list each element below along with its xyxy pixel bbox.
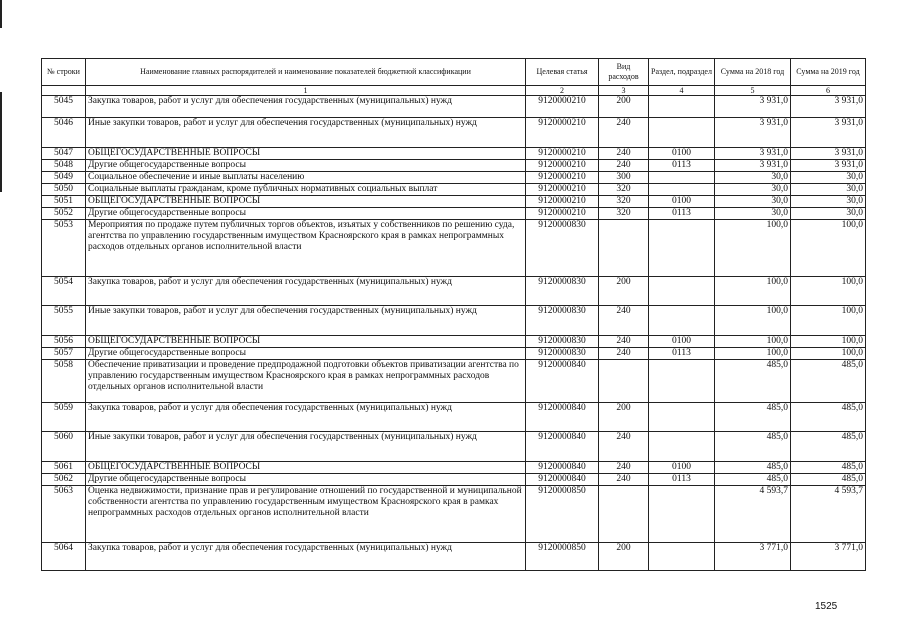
- row-sum-2018: 100,0: [715, 277, 791, 306]
- row-section: [649, 184, 715, 196]
- row-name: ОБЩЕГОСУДАРСТВЕННЫЕ ВОПРОСЫ: [86, 196, 526, 208]
- row-section: [649, 220, 715, 277]
- header-sum-2018: Сумма на 2018 год: [715, 59, 791, 86]
- row-sum-2018: 4 593,7: [715, 486, 791, 543]
- row-sum-2019: 485,0: [791, 432, 866, 462]
- row-sum-2019: 3 771,0: [791, 543, 866, 571]
- column-index: 6: [791, 86, 866, 96]
- row-section: 0100: [649, 196, 715, 208]
- row-expense-type: [599, 486, 649, 543]
- row-sum-2018: 485,0: [715, 474, 791, 486]
- row-target-article: 9120000850: [526, 543, 599, 571]
- row-sum-2018: 30,0: [715, 196, 791, 208]
- table-row: [42, 118, 866, 148]
- row-expense-type: [599, 360, 649, 403]
- table-row: [42, 160, 866, 172]
- row-target-article: 9120000210: [526, 118, 599, 148]
- row-sum-2018: 100,0: [715, 220, 791, 277]
- table-row: [42, 306, 866, 336]
- row-number: 5063: [42, 486, 86, 543]
- row-expense-type: 320: [599, 196, 649, 208]
- row-section: [649, 118, 715, 148]
- row-name: Социальное обеспечение и иные выплаты населению: [86, 172, 526, 184]
- row-sum-2018: 100,0: [715, 306, 791, 336]
- table-row: [42, 474, 866, 486]
- header-sum-2019: Сумма на 2019 год: [791, 59, 866, 86]
- row-target-article: 9120000210: [526, 160, 599, 172]
- row-expense-type: [599, 220, 649, 277]
- row-name: Оценка недвижимости, признание прав и регулирование отношений по государственной и муниципальной собственности агентства по управлению государственным имуществом Красноярского края в рамках непрограммных расходов отдельных органов исполнительной власти: [86, 486, 526, 543]
- row-section: [649, 403, 715, 432]
- row-sum-2019: 485,0: [791, 403, 866, 432]
- row-expense-type: 240: [599, 118, 649, 148]
- row-sum-2018: 100,0: [715, 336, 791, 348]
- row-number: 5064: [42, 543, 86, 571]
- row-section: [649, 486, 715, 543]
- column-index: 2: [526, 86, 599, 96]
- row-target-article: 9120000210: [526, 184, 599, 196]
- row-sum-2019: 30,0: [791, 208, 866, 220]
- row-section: 0113: [649, 208, 715, 220]
- table-row: [42, 208, 866, 220]
- row-target-article: 9120000840: [526, 403, 599, 432]
- row-sum-2018: 3 931,0: [715, 160, 791, 172]
- row-expense-type: 240: [599, 336, 649, 348]
- row-sum-2018: 100,0: [715, 348, 791, 360]
- row-number: 5049: [42, 172, 86, 184]
- row-number: 5050: [42, 184, 86, 196]
- row-name: ОБЩЕГОСУДАРСТВЕННЫЕ ВОПРОСЫ: [86, 462, 526, 474]
- row-name: Закупка товаров, работ и услуг для обеспечения государственных (муниципальных) нужд: [86, 277, 526, 306]
- row-sum-2018: 30,0: [715, 184, 791, 196]
- table-row: [42, 277, 866, 306]
- column-index: 1: [86, 86, 526, 96]
- row-expense-type: 240: [599, 348, 649, 360]
- row-section: [649, 277, 715, 306]
- row-sum-2019: 30,0: [791, 184, 866, 196]
- row-section: 0100: [649, 336, 715, 348]
- header-expense-type: Вид расходов: [599, 59, 649, 86]
- row-expense-type: 320: [599, 184, 649, 196]
- table-row: [42, 543, 866, 571]
- row-sum-2019: 100,0: [791, 348, 866, 360]
- row-section: [649, 543, 715, 571]
- row-target-article: 9120000840: [526, 474, 599, 486]
- row-sum-2019: 485,0: [791, 462, 866, 474]
- row-number: 5053: [42, 220, 86, 277]
- row-name: ОБЩЕГОСУДАРСТВЕННЫЕ ВОПРОСЫ: [86, 336, 526, 348]
- row-sum-2019: 3 931,0: [791, 118, 866, 148]
- row-number: 5062: [42, 474, 86, 486]
- row-sum-2019: 485,0: [791, 360, 866, 403]
- row-target-article: 9120000850: [526, 486, 599, 543]
- row-expense-type: 240: [599, 432, 649, 462]
- row-name: Мероприятия по продаже путем публичных торгов объектов, изъятых у собственников по решению суда, агентства по управлению государственным имуществом Красноярского края в рамках непрограммных расходов отдельных органов исполнительной власти: [86, 220, 526, 277]
- row-number: 5057: [42, 348, 86, 360]
- row-sum-2019: 100,0: [791, 220, 866, 277]
- row-sum-2019: 100,0: [791, 306, 866, 336]
- row-sum-2018: 3 931,0: [715, 118, 791, 148]
- row-number: 5046: [42, 118, 86, 148]
- row-sum-2019: 30,0: [791, 196, 866, 208]
- row-target-article: 9120000840: [526, 462, 599, 474]
- row-expense-type: 240: [599, 474, 649, 486]
- row-sum-2019: 3 931,0: [791, 148, 866, 160]
- row-section: [649, 172, 715, 184]
- header-row-number: № строки: [42, 59, 86, 86]
- column-index: [42, 86, 86, 96]
- row-number: 5047: [42, 148, 86, 160]
- row-target-article: 9120000840: [526, 360, 599, 403]
- row-sum-2018: 485,0: [715, 403, 791, 432]
- budget-table: [41, 58, 866, 571]
- row-sum-2019: 4 593,7: [791, 486, 866, 543]
- row-name: Обеспечение приватизации и проведение предпродажной подготовки объектов приватизации агентства по управлению государственным имуществом Красноярского края в рамках непрограммных расходов отдельных органов исполнительной власти: [86, 360, 526, 403]
- row-section: 0100: [649, 462, 715, 474]
- row-sum-2018: 3 771,0: [715, 543, 791, 571]
- row-expense-type: 200: [599, 403, 649, 432]
- row-sum-2018: 3 931,0: [715, 148, 791, 160]
- table-row: [42, 148, 866, 160]
- column-index-row: [42, 86, 866, 96]
- row-number: 5052: [42, 208, 86, 220]
- row-number: 5051: [42, 196, 86, 208]
- row-target-article: 9120000210: [526, 196, 599, 208]
- table-row: [42, 96, 866, 118]
- row-expense-type: 240: [599, 160, 649, 172]
- row-name: Закупка товаров, работ и услуг для обеспечения государственных (муниципальных) нужд: [86, 403, 526, 432]
- row-expense-type: 200: [599, 277, 649, 306]
- table-row: [42, 348, 866, 360]
- table-row: [42, 432, 866, 462]
- column-index: 5: [715, 86, 791, 96]
- row-name: Иные закупки товаров, работ и услуг для обеспечения государственных (муниципальных) нужд: [86, 306, 526, 336]
- row-number: 5056: [42, 336, 86, 348]
- header-target-article: Целевая статья: [526, 59, 599, 86]
- row-name: Другие общегосударственные вопросы: [86, 348, 526, 360]
- scan-edge-mark: [0, 0, 2, 28]
- row-name: Другие общегосударственные вопросы: [86, 160, 526, 172]
- column-index: 3: [599, 86, 649, 96]
- table-row: [42, 403, 866, 432]
- row-name: Другие общегосударственные вопросы: [86, 474, 526, 486]
- row-name: Иные закупки товаров, работ и услуг для обеспечения государственных (муниципальных) нужд: [86, 118, 526, 148]
- row-target-article: 9120000830: [526, 336, 599, 348]
- row-name: Закупка товаров, работ и услуг для обеспечения государственных (муниципальных) нужд: [86, 96, 526, 118]
- row-sum-2018: 30,0: [715, 208, 791, 220]
- row-sum-2019: 100,0: [791, 277, 866, 306]
- row-sum-2019: 3 931,0: [791, 160, 866, 172]
- row-section: [649, 96, 715, 118]
- table-row: [42, 184, 866, 196]
- row-sum-2018: 30,0: [715, 172, 791, 184]
- row-sum-2018: 485,0: [715, 432, 791, 462]
- row-expense-type: 200: [599, 543, 649, 571]
- row-name: Иные закупки товаров, работ и услуг для обеспечения государственных (муниципальных) нужд: [86, 432, 526, 462]
- row-section: [649, 360, 715, 403]
- row-section: [649, 306, 715, 336]
- table-header-row: [42, 59, 866, 86]
- row-expense-type: 320: [599, 208, 649, 220]
- row-number: 5060: [42, 432, 86, 462]
- row-target-article: 9120000830: [526, 220, 599, 277]
- row-name: Социальные выплаты гражданам, кроме публичных нормативных социальных выплат: [86, 184, 526, 196]
- row-number: 5045: [42, 96, 86, 118]
- table-row: [42, 172, 866, 184]
- table-row: [42, 196, 866, 208]
- row-number: 5061: [42, 462, 86, 474]
- row-sum-2019: 30,0: [791, 172, 866, 184]
- row-section: 0113: [649, 160, 715, 172]
- row-section: 0113: [649, 348, 715, 360]
- scan-edge-mark: [0, 92, 2, 192]
- row-number: 5058: [42, 360, 86, 403]
- row-target-article: 9120000830: [526, 277, 599, 306]
- row-target-article: 9120000840: [526, 432, 599, 462]
- row-target-article: 9120000210: [526, 96, 599, 118]
- row-expense-type: 240: [599, 306, 649, 336]
- row-expense-type: 200: [599, 96, 649, 118]
- row-section: [649, 432, 715, 462]
- table-row: [42, 486, 866, 543]
- row-number: 5054: [42, 277, 86, 306]
- header-section: Раздел, подраздел: [649, 59, 715, 86]
- row-target-article: 9120000210: [526, 172, 599, 184]
- row-expense-type: 240: [599, 462, 649, 474]
- row-number: 5048: [42, 160, 86, 172]
- column-index: 4: [649, 86, 715, 96]
- row-sum-2019: 3 931,0: [791, 96, 866, 118]
- page-number: 1525: [815, 601, 838, 612]
- row-name: Другие общегосударственные вопросы: [86, 208, 526, 220]
- row-sum-2019: 100,0: [791, 336, 866, 348]
- row-section: 0100: [649, 148, 715, 160]
- table-row: [42, 360, 866, 403]
- row-sum-2018: 485,0: [715, 360, 791, 403]
- row-number: 5055: [42, 306, 86, 336]
- row-sum-2018: 3 931,0: [715, 96, 791, 118]
- row-name: ОБЩЕГОСУДАРСТВЕННЫЕ ВОПРОСЫ: [86, 148, 526, 160]
- row-expense-type: 300: [599, 172, 649, 184]
- row-section: 0113: [649, 474, 715, 486]
- row-target-article: 9120000210: [526, 148, 599, 160]
- row-target-article: 9120000830: [526, 306, 599, 336]
- table-row: [42, 462, 866, 474]
- row-target-article: 9120000210: [526, 208, 599, 220]
- row-sum-2019: 485,0: [791, 474, 866, 486]
- row-expense-type: 240: [599, 148, 649, 160]
- row-target-article: 9120000830: [526, 348, 599, 360]
- row-number: 5059: [42, 403, 86, 432]
- header-name: Наименование главных распорядителей и наименование показателей бюджетной классификации: [86, 59, 526, 86]
- row-sum-2018: 485,0: [715, 462, 791, 474]
- row-name: Закупка товаров, работ и услуг для обеспечения государственных (муниципальных) нужд: [86, 543, 526, 571]
- table-row: [42, 336, 866, 348]
- table-row: [42, 220, 866, 277]
